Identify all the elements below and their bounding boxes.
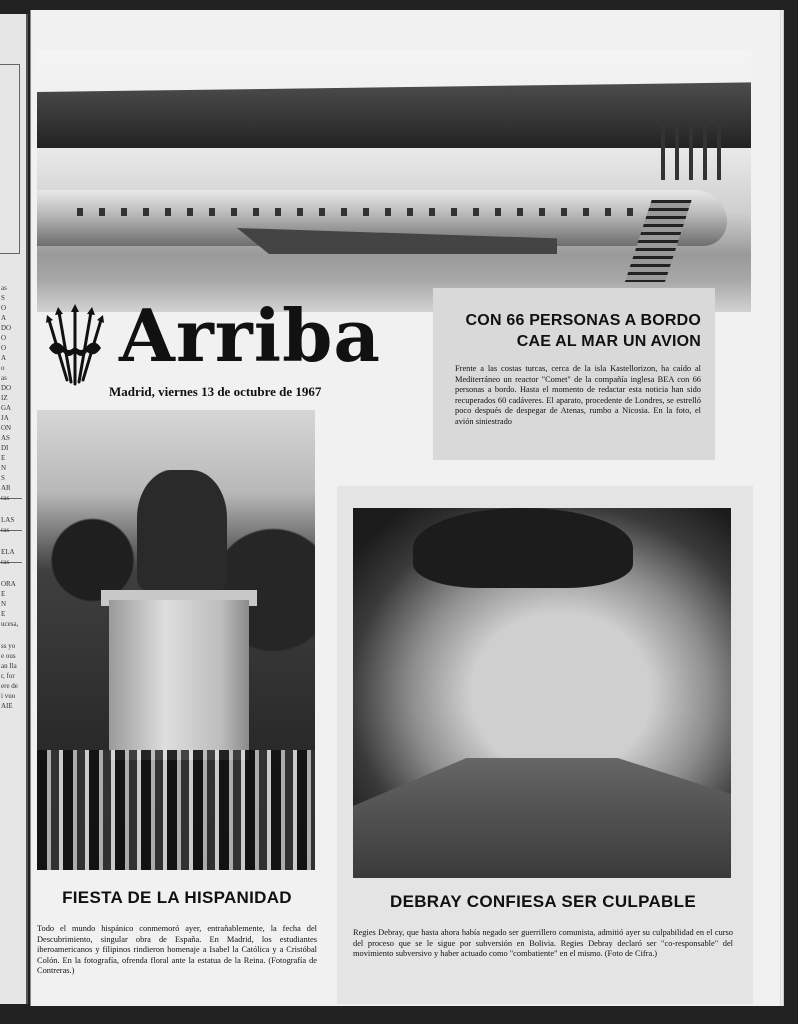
equestrian-statue	[137, 470, 227, 590]
left-page-fragment: E	[1, 454, 6, 462]
left-page-fragment: LAS	[1, 516, 15, 524]
left-page-frame	[0, 64, 20, 254]
portrait-hair	[413, 508, 633, 588]
left-page-fragment: ras	[1, 558, 10, 566]
statue-photo	[37, 410, 315, 870]
fiesta-headline: FIESTA DE LA HISPANIDAD	[62, 888, 292, 907]
yoke-and-arrows-icon	[45, 304, 105, 388]
left-page-fragment: E	[1, 590, 6, 598]
plane-story-body: Frente a las costas turcas, cerca de la isla Kastellorizon, ha caído al Mediterráneo un reactor "Comet" de la compañía inglesa BEA con 66 personas a bordo. Hasta el momento de redactar esta noticia han sido recuperados 60 cadáveres. El aparato, procedente de Londres, se estrelló poco después de despegar de Atenas, rumbo a Nicosia. En la foto, el avión siniestrado	[455, 364, 701, 426]
left-page-fragment: ucesa,	[1, 620, 19, 628]
debray-story-body: Regies Debray, que hasta ahora había negado ser guerrillero comunista, admitió ayer su culpabilidad en el curso del proceso que se le sigue por subversión en Bolivia. Regies Debray declaró ser "co-responsable" del movimiento subversivo y haber actuado como "combatiente" en el mismo. (Foto de Cifra.)	[353, 928, 733, 959]
left-page-fragment: AIE	[1, 702, 13, 710]
plane-headline-line1: CON 66 PERSONAS A BORDO	[465, 312, 701, 329]
left-page-fragment: ras	[1, 526, 10, 534]
left-page-fragment: A	[1, 354, 7, 362]
crowd	[37, 750, 315, 870]
debray-story	[353, 892, 733, 960]
hangar-roof	[37, 68, 751, 148]
left-page-fragment: AS	[1, 434, 10, 442]
hangar-struts	[661, 120, 721, 180]
left-page-fragment: A	[1, 314, 7, 322]
left-page-fragment: IZ	[1, 394, 8, 402]
left-page-fragment: as	[1, 284, 7, 292]
statue-pedestal	[109, 600, 249, 760]
left-page-fragment: AR	[1, 484, 11, 492]
left-page-fragment: ss yo	[1, 642, 16, 650]
plane-windows	[77, 208, 677, 216]
left-page-fragment: S	[1, 294, 5, 302]
left-page-fragment: ras	[1, 494, 10, 502]
left-page-fragment: JA	[1, 414, 9, 422]
left-page-fragment: O	[1, 344, 7, 352]
left-page-fragment: ELA	[1, 548, 15, 556]
left-page-fragment: O	[1, 334, 7, 342]
left-page-fragment: ORA	[1, 580, 16, 588]
left-page-edge	[0, 14, 28, 1004]
portrait-shirt	[353, 758, 731, 878]
left-page-fragment: an Ila	[1, 662, 17, 670]
left-page-fragment: E	[1, 610, 6, 618]
fiesta-story-body: Todo el mundo hispánico conmemoró ayer, entrañablemente, la fecha del Descubrimiento, singular obra de España. En Madrid, los estudiantes iberoamericanos y filipinos rindieron homenaje a Isabel la Católica y a Cristóbal Colón. En la fotografía, ofrenda floral ante la estatua de la Reina. (Fotografía de Contreras.)	[37, 924, 317, 976]
plane-crash-story	[433, 288, 715, 460]
left-page-fragment: N	[1, 464, 7, 472]
dateline: Madrid, viernes 13 de octubre de 1967	[109, 384, 322, 399]
left-page-fragment: e ous	[1, 652, 16, 660]
left-page-fragment: ere de	[1, 682, 18, 690]
debray-portrait	[353, 508, 731, 878]
left-page-fragment: GA	[1, 404, 12, 412]
left-page-fragment: N	[1, 600, 7, 608]
left-page-fragment: i vuo	[1, 692, 16, 700]
left-page-fragment: DO	[1, 384, 12, 392]
left-page-fragment: ON	[1, 424, 12, 432]
plane-headline	[455, 310, 701, 352]
front-page	[30, 10, 782, 1006]
page-edge	[780, 10, 784, 1006]
left-page-fragment: DI	[1, 444, 9, 452]
fiesta-story	[37, 888, 317, 977]
left-page-fragment: o	[1, 364, 5, 372]
newspaper-title: Arriba	[119, 293, 382, 378]
left-page-fragment: DO	[1, 324, 12, 332]
left-page-fragment: O	[1, 304, 7, 312]
plane-headline-line2: CAE AL MAR UN AVION	[516, 333, 701, 350]
left-page-fragment: S	[1, 474, 5, 482]
debray-headline: DEBRAY CONFIESA SER CULPABLE	[390, 892, 696, 911]
left-page-fragment: as	[1, 374, 7, 382]
left-page-fragment: r, for	[1, 672, 15, 680]
plane-photo	[37, 50, 751, 312]
masthead	[41, 292, 431, 412]
